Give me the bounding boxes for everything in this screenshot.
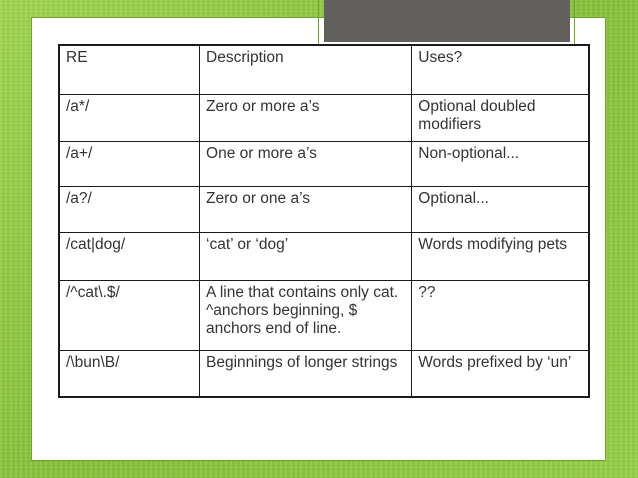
cell-description: Zero or one a’s (200, 186, 412, 232)
cell-description: ‘cat’ or ‘dog’ (200, 232, 412, 280)
table-row (59, 280, 589, 350)
cell-description: One or more a’s (200, 141, 412, 186)
table-header-row (59, 45, 589, 94)
header-cell-re: RE (59, 45, 200, 94)
cell-description: A line that contains only cat. ^anchors beginning, $ anchors end of line. (200, 280, 412, 350)
cell-uses: Words modifying pets (412, 232, 589, 280)
cell-re: /a?/ (59, 186, 200, 232)
cell-re: /^cat\.$/ (59, 280, 200, 350)
table-row (59, 186, 589, 232)
table-row (59, 94, 589, 141)
header-cell-description: Description (200, 45, 412, 94)
cell-re: /a+/ (59, 141, 200, 186)
cell-uses: Words prefixed by ‘un’ (412, 350, 589, 397)
cell-uses: ?? (412, 280, 589, 350)
cell-uses: Optional doubled modifiers (412, 94, 589, 141)
header-cell-uses: Uses? (412, 45, 589, 94)
table-row (59, 141, 589, 186)
cell-re: /\bun\B/ (59, 350, 200, 397)
table-row (59, 232, 589, 280)
cell-re: /a*/ (59, 94, 200, 141)
cell-re: /cat|dog/ (59, 232, 200, 280)
cell-description: Beginnings of longer strings (200, 350, 412, 397)
cell-uses: Optional... (412, 186, 589, 232)
table-row (59, 350, 589, 397)
cell-description: Zero or more a’s (200, 94, 412, 141)
cell-uses: Non-optional... (412, 141, 589, 186)
regex-table (58, 44, 590, 398)
title-tab-block (324, 0, 570, 42)
